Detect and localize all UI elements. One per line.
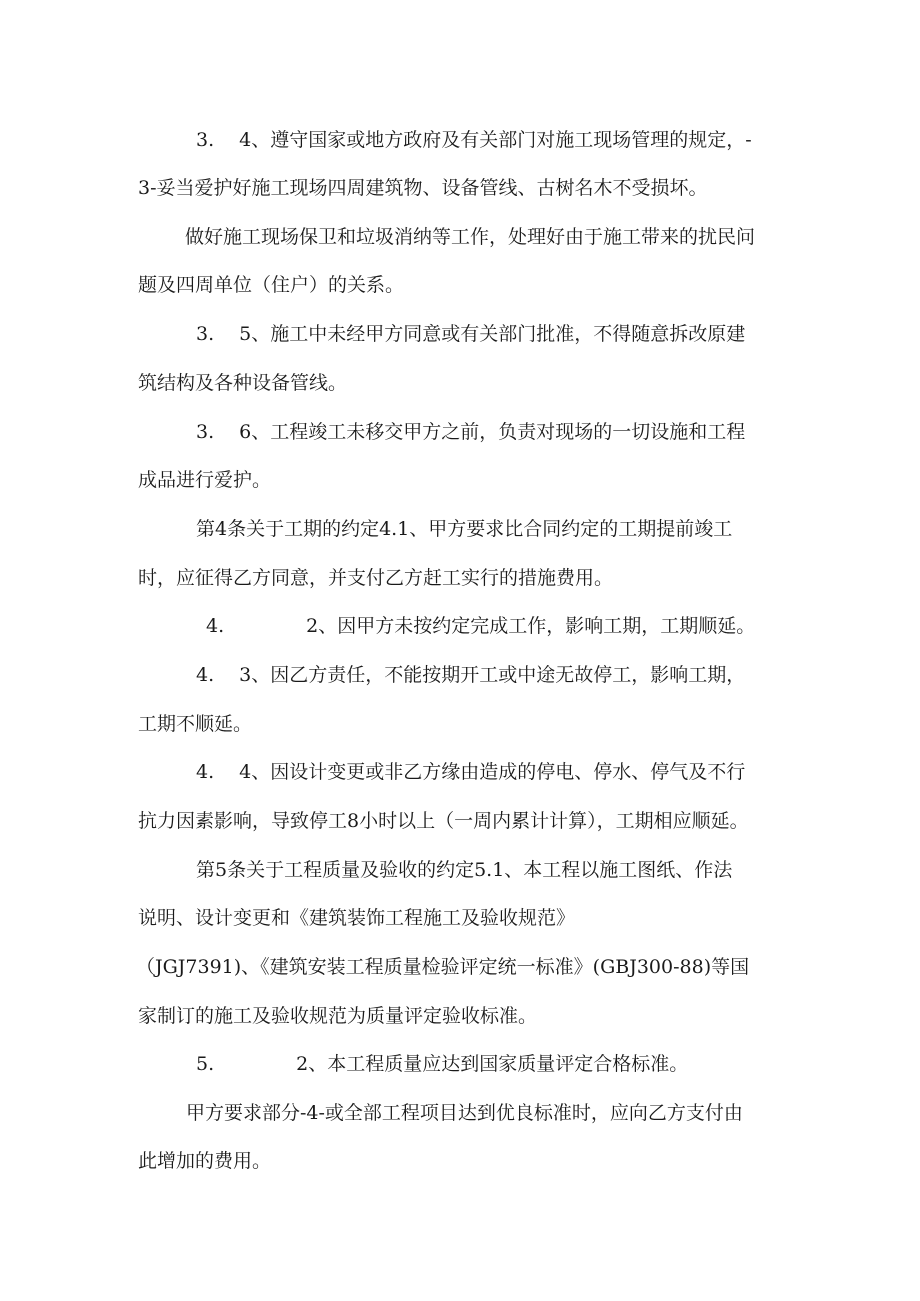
line-22: 此增加的费用。	[138, 1150, 272, 1172]
line-03: 做好施工现场保卫和垃圾消纳等工作，处理好由于施工带来的扰民问	[185, 226, 756, 248]
line-14: 4. 4、因设计变更或非乙方缘由造成的停电、停水、停气及不行	[196, 761, 746, 783]
line-09: 第4条关于工期的约定4.1、甲方要求比合同约定的工期提前竣工	[196, 518, 733, 540]
line-07: 3. 6、工程竣工未移交甲方之前，负责对现场的一切设施和工程	[196, 421, 746, 443]
line-02: 3-妥当爱护好施工现场四周建筑物、设备管线、古树名木不受损坏。	[138, 177, 708, 199]
line-06: 筑结构及各种设备管线。	[138, 372, 348, 394]
line-05: 3. 5、施工中未经甲方同意或有关部门批准，不得随意拆改原建	[196, 323, 746, 345]
line-04: 题及四周单位（住户）的关系。	[138, 274, 405, 296]
line-11: 4. 2、因甲方未按约定完成工作，影响工期，工期顺延。	[206, 615, 756, 637]
line-12: 4. 3、因乙方责任，不能按期开工或中途无故停工，影响工期，	[196, 664, 746, 686]
line-21: 甲方要求部分-4-或全部工程项目达到优良标准时，应向乙方支付由	[186, 1102, 743, 1124]
line-20: 5. 2、本工程质量应达到国家质量评定合格标准。	[196, 1053, 689, 1075]
line-01: 3. 4、遵守国家或地方政府及有关部门对施工现场管理的规定，-	[196, 129, 752, 151]
line-16: 第5条关于工程质量及验收的约定5.1、本工程以施工图纸、作法	[196, 859, 733, 881]
line-18: （JGJ7391)、《建筑安装工程质量检验评定统一标准》(GBJ300-88)等国	[136, 956, 750, 978]
line-17: 说明、设计变更和《建筑装饰工程施工及验收规范》	[138, 907, 576, 929]
line-15: 抗力因素影响，导致停工8小时以上（一周内累计计算），工期相应顺延。	[138, 810, 749, 832]
line-10: 时，应征得乙方同意，并支付乙方赶工实行的措施费用。	[138, 567, 614, 589]
line-13: 工期不顺延。	[138, 713, 253, 735]
line-08: 成品进行爱护。	[138, 469, 272, 491]
line-19: 家制订的施工及验收规范为质量评定验收标准。	[138, 1005, 538, 1027]
